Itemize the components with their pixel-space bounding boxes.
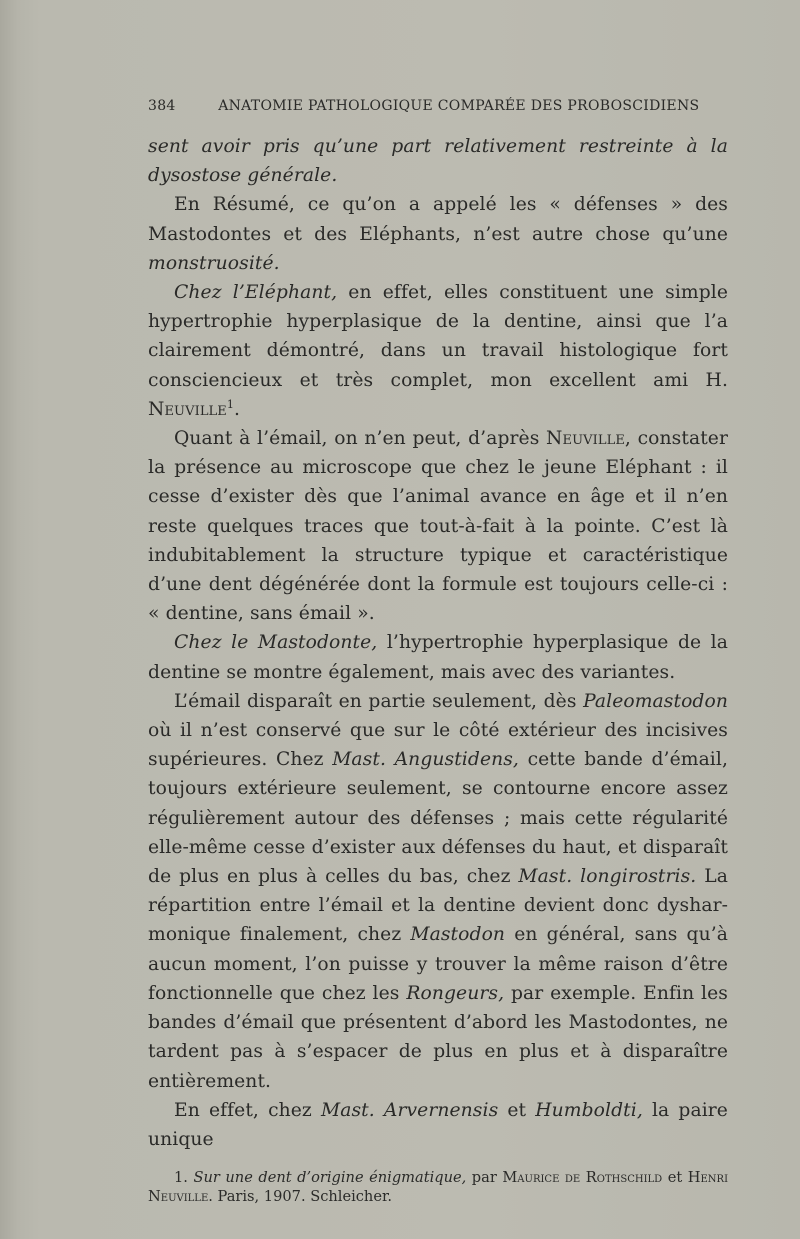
footnote-ref: 1	[226, 397, 234, 411]
paragraph-2	[148, 190, 728, 278]
paragraph-6	[148, 687, 728, 1096]
italic-text: Mast. Arvernensis	[320, 1099, 499, 1121]
running-title: ANATOMIE PATHOLOGIQUE COMPARÉE DES PROBOSCIDIENS	[218, 98, 700, 114]
italic-text: Mast. Angustidens,	[332, 749, 519, 771]
text: par	[466, 1169, 503, 1187]
text: la paire unique	[148, 1099, 728, 1150]
paragraph-4	[148, 424, 728, 628]
paragraph-3	[148, 278, 728, 424]
text: et	[498, 1099, 536, 1121]
paragraph-1	[148, 132, 728, 190]
author-name: Neuville	[148, 398, 227, 420]
italic-text: Paleomastodon	[583, 690, 728, 712]
footnote-title: Sur une dent d’origine énigmatique,	[193, 1169, 467, 1187]
page-number: 384	[148, 98, 176, 114]
text: et	[662, 1169, 688, 1187]
body-text	[148, 132, 728, 1154]
author-name: Maurice de Rothschild	[502, 1169, 663, 1187]
text: l’hypertrophie hyperplasique de la dentine se montre également, mais avec des variantes.	[148, 632, 728, 683]
author-name: Henri Neuville	[148, 1169, 729, 1206]
italic-text: Mast. longirostris.	[518, 866, 697, 888]
text: cette bande d’émail, toujours extérieure seulement, se contourne encore assez régulièrement autour des défenses ; mais cette régularité elle-même cesse d’exister aux défenses du haut, et disparaît de plus en plus à celles du bas, chez	[148, 749, 729, 888]
paragraph-5	[148, 628, 728, 686]
italic-text: Mastodon	[410, 924, 506, 946]
text: L’émail disparaît en partie seulement, dès	[174, 690, 584, 712]
italic-text: Rongeurs,	[406, 982, 505, 1004]
italic-text: monstruosité.	[148, 252, 280, 274]
italic-text: Chez l’Eléphant,	[174, 282, 338, 304]
text: En Résumé, ce qu’on a appelé les « défenses » des Mastodontes et des Eléphants, n’est autre chose qu’une	[148, 194, 728, 245]
text: en général, sans qu’à aucun moment, l’on puisse y trouver la même raison d’être fonctionnelle que chez les	[148, 924, 728, 1004]
text: . Paris, 1907. Schleicher.	[208, 1188, 392, 1206]
italic-text: Chez le Mastodonte,	[174, 632, 378, 654]
italic-text: sent avoir pris qu’une part relativement restreinte à la dysostose générale.	[148, 136, 728, 187]
page	[148, 98, 728, 1206]
text: où il n’est conservé que sur le côté extérieur des incisives supérieures. Chez	[148, 720, 728, 771]
author-name: Neuville	[546, 428, 625, 450]
text: .	[234, 398, 241, 420]
text: en effet, elles constituent une simple hypertrophie hyperplasique de la dentine, ainsi que l’a clairement démontré, dans un travail histologique fort consciencieux et très complet, mon excellent ami H.	[148, 282, 729, 391]
italic-text: Humboldti,	[535, 1099, 643, 1121]
text: La répartition entre l’émail et la dentine devient donc dysharmonique finalement, chez	[148, 866, 728, 946]
running-header	[148, 98, 728, 114]
paragraph-7	[148, 1096, 728, 1154]
text: par exemple. Enfin les bandes d’émail que présentent d’abord les Mastodontes, ne tardent pas à s’espacer de plus en plus et à disparaître entièrement.	[148, 982, 728, 1092]
footnote	[148, 1168, 728, 1206]
text: En effet, chez	[174, 1099, 321, 1121]
text: , constater la présence au microscope que chez le jeune Eléphant : il cesse d’exister dès que l’animal avance en âge et il n’en reste quelques traces que tout-à-fait à la pointe. C’est là indubitablement la structure typique et caractéristique d’une dent dégénérée dont la formule est toujours celle-ci : « dentine, sans émail ».	[148, 428, 728, 625]
footnote-number: 1.	[174, 1169, 188, 1187]
text: Quant à l’émail, on n’en peut, d’après	[174, 428, 547, 450]
